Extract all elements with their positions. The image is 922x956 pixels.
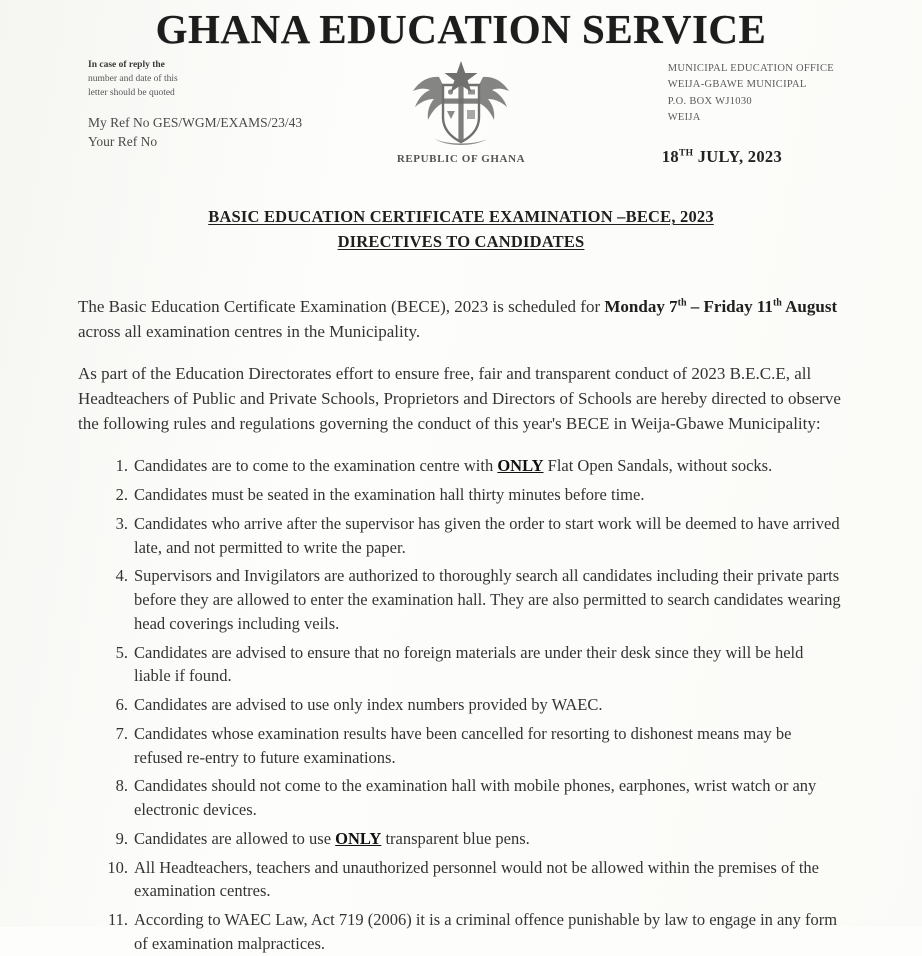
reference-block [88,114,338,150]
item-text-before: Candidates who arrive after the supervisor has given the order to start work will be deemed to have arrived late, and not permitted to write the paper. [134,513,840,557]
intro-paragraph-2: As part of the Education Directorates effort to ensure free, fair and transparent conduct of 2023 B.E.C.E, all Headteachers of Public and Private Schools, Proprietors and Directors of Schools are hereby directed to observe the following rules and regulations governing the conduct of this year's BECE in Weija-Gbawe Municipality: [78,363,841,434]
reply-note-line-1: In case of reply the [88,60,165,71]
item-number: 9. [115,828,128,848]
item-number: 10. [107,857,128,877]
item-text-after: Flat Open Sandals, without socks. [543,456,773,476]
list-item [100,512,844,560]
list-item [100,693,844,717]
letterhead-left-block [88,59,338,151]
list-item [100,827,844,851]
list-item [100,856,844,904]
office-name: MUNICIPAL EDUCATION OFFICE [667,63,834,75]
your-reference-number: Your Ref No [88,133,158,149]
exam-end-ordinal: th [772,296,782,308]
letterhead-center-block [331,55,591,165]
list-item [100,722,844,770]
list-item [100,774,844,822]
item-text-before: Supervisors and Invigilators are authorized to thoroughly search all candidates including their private parts before they are allowed to enter the examination hall. They are also permitted to search candidates wearing head coverings including veils. [134,566,841,633]
list-item [100,641,844,689]
ghana-coat-of-arms-icon [401,55,521,151]
item-text-before: Candidates are advised to use only index numbers provided by WAEC. [134,695,603,715]
item-text-before: Candidates are allowed to use [134,828,336,848]
organization-title: GHANA EDUCATION SERVICE [155,6,767,52]
exam-end-date: – Friday 11 [686,296,773,316]
document-heading [0,205,922,255]
item-number: 7. [115,723,128,743]
date-ordinal: TH [678,148,694,159]
item-emphasis: ONLY [497,456,544,476]
intro-paragraph-1 [78,294,844,344]
item-text-before: Candidates are to come to the examination centre with [134,456,498,476]
heading-line-2: DIRECTIVES TO CANDIDATES [337,231,585,251]
office-po-box: P.O. BOX WJ1030 [667,95,752,107]
exam-start-ordinal: th [677,296,687,308]
heading-line-1: BASIC EDUCATION CERTIFICATE EXAMINATION –BECE, 2023 [208,207,714,227]
item-number: 8. [115,776,128,796]
item-text-before: Candidates should not come to the examination hall with mobile phones, earphones, wrist watch or any electronic devices. [134,776,817,820]
item-emphasis: ONLY [335,828,382,848]
my-reference-number: My Ref No GES/WGM/EXAMS/23/43 [88,115,303,131]
intro-p1-before: The Basic Education Certificate Examination (BECE), 2023 is scheduled for [78,296,605,316]
item-number: 1. [115,456,128,476]
directives-list [100,454,844,955]
item-text-after: transparent blue pens. [381,828,530,848]
reply-note-line-3: letter should be quoted [88,87,175,98]
item-number: 11. [107,910,128,930]
item-text-before: All Headteachers, teachers and unauthorized personnel would not be allowed within the premises of the examination centres. [134,857,819,901]
item-number: 2. [115,485,128,505]
letterhead-right-block [668,61,834,126]
list-item [100,454,844,478]
emblem-caption: REPUBLIC OF GHANA [396,153,526,166]
letterhead [0,55,922,175]
date-day: 18 [661,147,679,167]
office-town: WEIJA [667,111,701,123]
item-number: 4. [115,566,128,586]
document-body [78,255,844,956]
list-item [100,483,844,507]
reply-instruction-note [88,59,338,100]
exam-month: August [781,296,838,316]
item-text-before: According to WAEC Law, Act 719 (2006) it is a criminal offence punishable by law to engage in any form of examination malpractices. [134,910,838,953]
letter-date [662,147,782,167]
office-municipality: WEIJA-GBAWE MUNICIPAL [667,79,807,91]
item-number: 3. [115,513,128,533]
masthead [0,0,922,51]
item-text-before: Candidates whose examination results have been cancelled for resorting to dishonest means may be refused re-entry to future examinations. [134,723,792,767]
date-rest: JULY, 2023 [693,147,782,167]
item-number: 6. [115,695,128,715]
exam-start-date: Monday 7 [604,296,678,316]
item-number: 5. [115,642,128,662]
item-text-before: Candidates are advised to ensure that no foreign materials are under their desk since they will be held liable if found. [134,642,804,686]
reply-note-line-2: number and date of this [88,73,178,84]
list-item [100,908,844,956]
item-text-before: Candidates must be seated in the examination hall thirty minutes before time. [134,485,645,505]
intro-p1-after: across all examination centres in the Municipality. [78,321,421,341]
list-item [100,564,844,635]
